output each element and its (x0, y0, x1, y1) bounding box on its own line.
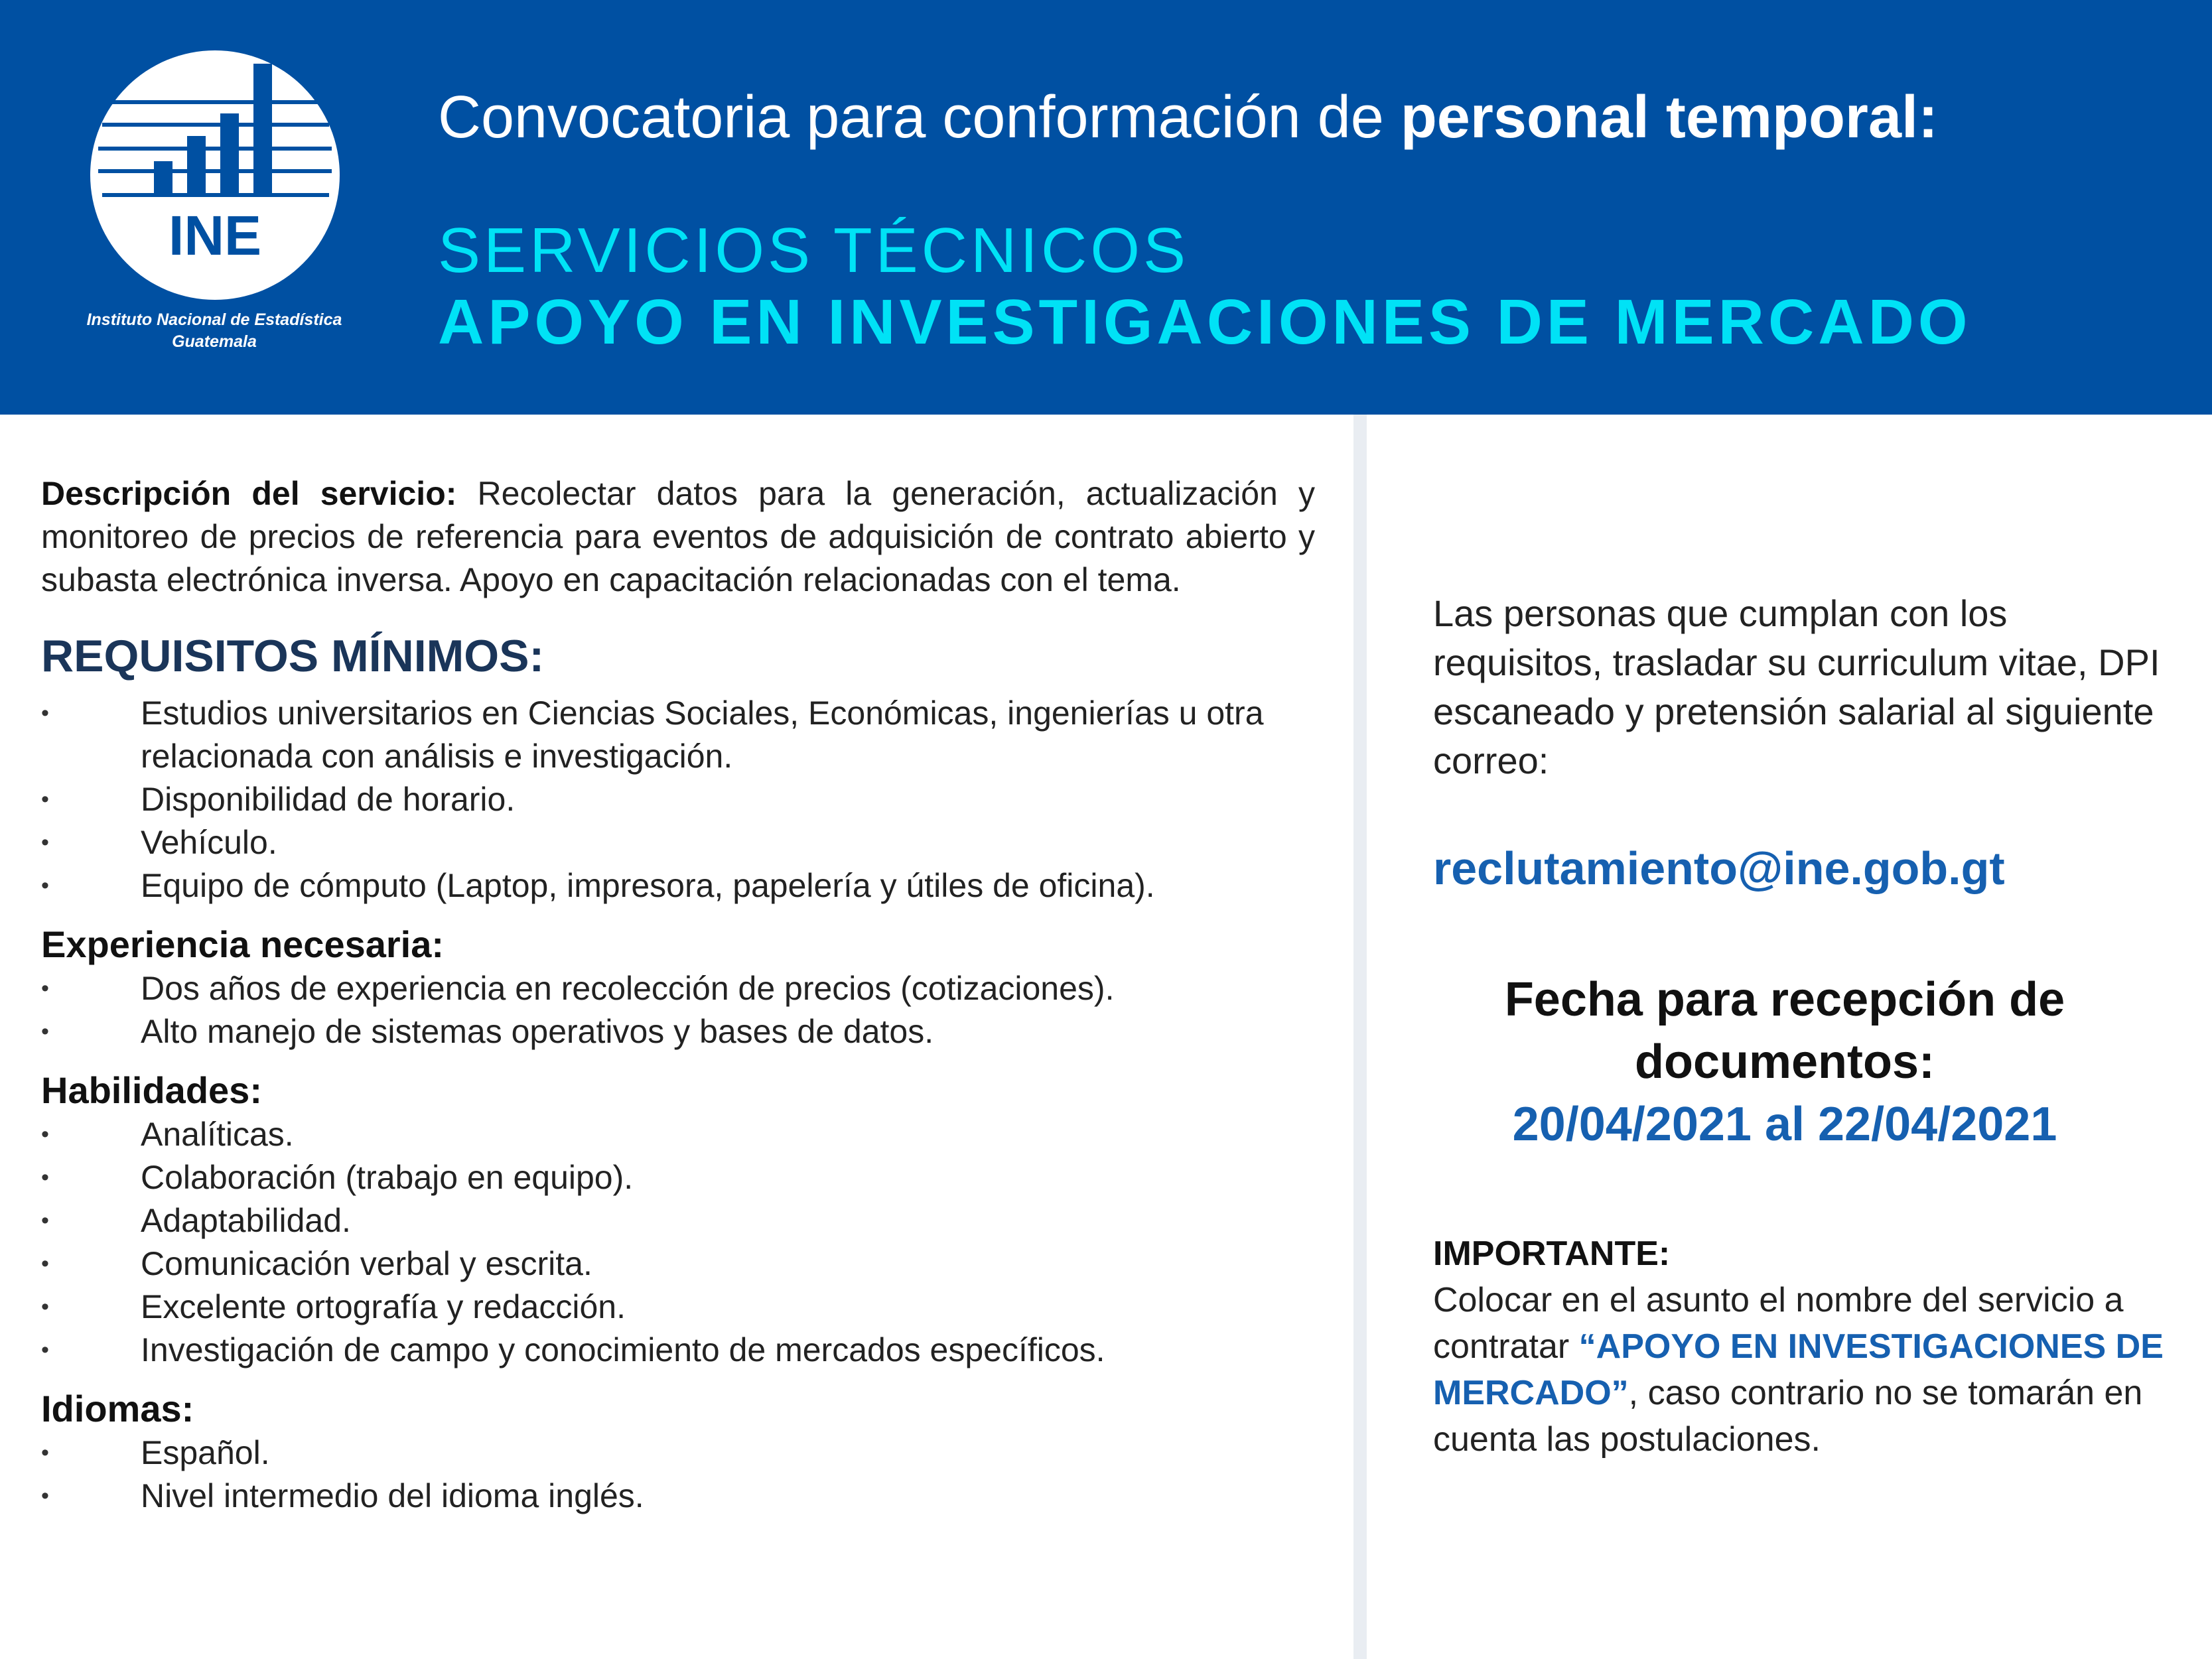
languages-list (41, 1431, 1315, 1518)
column-divider (1353, 415, 1367, 1659)
requirements-title: REQUISITOS MÍNIMOS: (41, 631, 545, 681)
headline-regular: Convocatoria para conformación de (438, 84, 1401, 151)
reception-date-range: 20/04/2021 al 22/04/2021 (1512, 1098, 2057, 1151)
list-item: • Vehículo. (41, 821, 1315, 864)
reception-date-title: Fecha para recepción de documentos: (1504, 973, 2065, 1089)
application-instructions: Las personas que cumplan con los requisitos, trasladar su curriculum vitae, DPI escaneado y pretensión salarial al siguiente correo: (1433, 592, 2160, 781)
header-banner (0, 0, 2212, 415)
logo-caption (72, 309, 357, 353)
description-label: Descripción del servicio: (41, 475, 457, 512)
logo-text: INE (168, 204, 262, 267)
reception-date-block (1433, 968, 2136, 1156)
experience-title: Experiencia necesaria: (41, 923, 445, 965)
list-item: • Excelente ortografía y redacción. (41, 1286, 1315, 1329)
list-item: • Equipo de cómputo (Laptop, impresora, papelería y útiles de oficina). (41, 864, 1315, 907)
important-label: IMPORTANTE: (1433, 1234, 1671, 1273)
service-description (41, 472, 1315, 602)
requirements-list (41, 692, 1315, 907)
requirements-column (41, 472, 1315, 1518)
headline-bold: personal temporal: (1400, 84, 1938, 151)
important-text: Colocar en el asunto el nombre del servicio a contratar (1433, 1281, 2124, 1366)
list-item: • Comunicación verbal y escrita. (41, 1242, 1315, 1286)
headline (438, 81, 1938, 154)
important-note (1433, 1230, 2170, 1463)
ine-logo-emblem (90, 50, 340, 300)
ine-logo (72, 50, 357, 362)
languages-title: Idiomas: (41, 1388, 194, 1429)
list-item: • Disponibilidad de horario. (41, 778, 1315, 821)
list-item: • Investigación de campo y conocimiento de mercados específicos. (41, 1329, 1315, 1372)
list-item: • Alto manejo de sistemas operativos y bases de datos. (41, 1010, 1315, 1053)
description-text: Recolectar datos para la generación, actualización y monitoreo de precios de referencia para eventos de adquisición de contrato abierto y subasta electrónica inversa. Apoyo en capacitación relacionadas con el tema. (41, 475, 1315, 598)
recruitment-email[interactable]: reclutamiento@ine.gob.gt (1433, 842, 2005, 894)
important-text-end: , caso contrario no se tomarán en cuenta las postulaciones. (1433, 1374, 2143, 1459)
skills-list (41, 1113, 1315, 1372)
list-item: • Dos años de experiencia en recolección de precios (cotizaciones). (41, 967, 1315, 1010)
logo-caption-institution: Instituto Nacional de Estadística (86, 310, 342, 329)
header-text (438, 0, 2163, 415)
logo-caption-country: Guatemala (172, 332, 257, 351)
important-highlight: “APOYO EN INVESTIGACIONES DE MERCADO” (1433, 1327, 2164, 1412)
skills-title: Habilidades: (41, 1069, 262, 1111)
service-category: SERVICIOS TÉCNICOS (438, 215, 1190, 286)
list-item: • Estudios universitarios en Ciencias Sociales, Económicas, ingenierías u otra relacionada con análisis e investigación. (41, 692, 1315, 778)
experience-list (41, 967, 1315, 1053)
list-item: • Analíticas. (41, 1113, 1315, 1156)
list-item: • Nivel intermedio del idioma inglés. (41, 1475, 1315, 1518)
list-item: • Español. (41, 1431, 1315, 1475)
list-item: • Adaptabilidad. (41, 1199, 1315, 1242)
list-item: • Colaboración (trabajo en equipo). (41, 1156, 1315, 1199)
service-name: APOYO EN INVESTIGACIONES DE MERCADO (438, 287, 1972, 358)
